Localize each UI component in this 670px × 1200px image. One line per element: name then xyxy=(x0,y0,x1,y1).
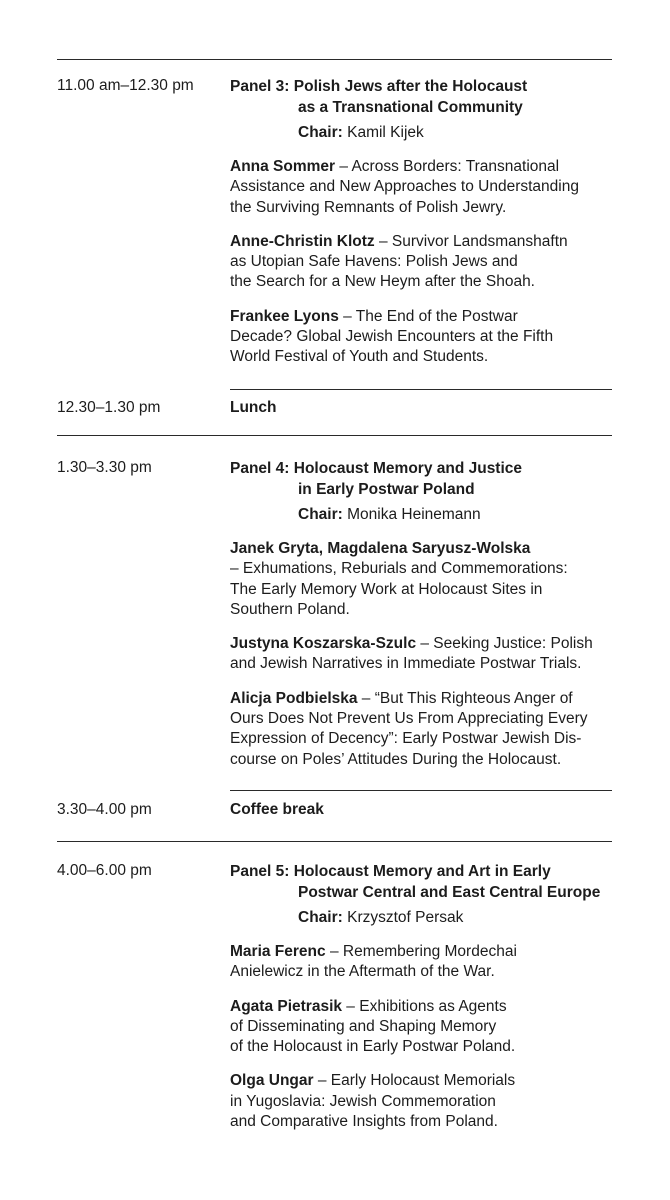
panel3-end-rule xyxy=(230,389,612,390)
speaker-name: Frankee Lyons xyxy=(230,307,339,325)
speaker-name: Agata Pietrasik xyxy=(230,997,342,1015)
panel-heading xyxy=(230,458,615,525)
talk-entry xyxy=(230,539,615,620)
panel-chair xyxy=(230,122,615,143)
speaker-name: Janek Gryta, Magdalena Saryusz-Wolska xyxy=(230,540,531,557)
talk-title-line: – Exhumations, Reburials and Commemorations: xyxy=(230,560,568,578)
panel-5 xyxy=(230,861,615,1132)
panel-label: Panel 3: xyxy=(230,78,290,95)
panel-title-line: in Early Postwar Poland xyxy=(298,481,475,498)
panel-title-line: Polish Jews after the Holocaust xyxy=(293,78,528,95)
talk-title-line: in Yugoslavia: Jewish Commemoration xyxy=(230,1092,496,1110)
talk-title-line: The Early Memory Work at Holocaust Sites in xyxy=(230,580,543,598)
speaker-name: Anna Sommer xyxy=(230,158,336,175)
speaker-name: Olga Ungar xyxy=(230,1072,314,1090)
panel4-end-rule xyxy=(230,790,612,791)
speaker-name: Maria Ferenc xyxy=(230,943,326,960)
talk-title-line: course on Poles’ Attitudes During the Holocaust. xyxy=(230,750,562,768)
panel-heading xyxy=(230,76,615,143)
talk-entry xyxy=(230,1071,615,1132)
talk-title-line: – Exhibitions as Agents xyxy=(342,997,507,1015)
talk-title-line: – Across Borders: Transnational xyxy=(335,158,560,175)
panel-4 xyxy=(230,458,615,770)
lunch-label: Lunch xyxy=(230,399,277,416)
session-time: 11.00 am–12.30 pm xyxy=(57,77,194,94)
top-rule xyxy=(57,59,612,60)
talk-entry xyxy=(230,689,615,770)
talk-title-line: of Disseminating and Shaping Memory xyxy=(230,1017,497,1035)
talk-title-line: as Utopian Safe Havens: Polish Jews and xyxy=(230,253,518,271)
talk-title-line: the Surviving Remnants of Polish Jewry. xyxy=(230,198,507,216)
talk-title-line: World Festival of Youth and Students. xyxy=(230,348,489,366)
coffee-end-rule xyxy=(57,841,612,842)
talk-title-line: and Comparative Insights from Poland. xyxy=(230,1113,498,1131)
talk-entry xyxy=(230,307,615,368)
panel-chair xyxy=(230,907,615,928)
talk-entry xyxy=(230,634,615,675)
chair-name: Monika Heinemann xyxy=(347,506,481,523)
talk-title-line: Expression of Decency”: Early Postwar Jewish Dis- xyxy=(230,730,582,748)
talk-title-line: – “But This Righteous Anger of xyxy=(357,689,573,707)
talk-title-line: Assistance and New Approaches to Understanding xyxy=(230,178,579,196)
speaker-name: Anne-Christin Klotz xyxy=(230,232,375,250)
lunch-end-rule xyxy=(57,435,612,436)
speaker-name: Alicja Podbielska xyxy=(230,689,358,707)
talk-title-line: – Survivor Landsmanshaftn xyxy=(374,232,568,250)
chair-name: Kamil Kijek xyxy=(347,124,424,141)
talk-title-line: – Remembering Mordechai xyxy=(325,943,517,960)
talk-entry xyxy=(230,942,615,983)
talk-entry xyxy=(230,232,615,293)
panel-title-line: Holocaust Memory and Art in Early xyxy=(293,863,551,880)
break-time: 3.30–4.00 pm xyxy=(57,801,152,818)
panel-3 xyxy=(230,76,615,368)
talk-title-line: the Search for a New Heym after the Shoah. xyxy=(230,273,535,291)
talk-title-line: of the Holocaust in Early Postwar Poland. xyxy=(230,1038,516,1056)
panel-chair xyxy=(230,504,615,525)
talk-title-line: Anielewicz in the Aftermath of the War. xyxy=(230,963,495,981)
chair-label: Chair: xyxy=(298,124,343,141)
panel-title-line: as a Transnational Community xyxy=(298,99,523,116)
panel-title-line: Holocaust Memory and Justice xyxy=(293,460,523,477)
talk-title-line: Southern Poland. xyxy=(230,600,350,618)
speaker-name: Justyna Koszarska-Szulc xyxy=(230,635,417,653)
chair-name: Krzysztof Persak xyxy=(347,909,464,926)
talk-title-line: and Jewish Narratives in Immediate Postwar Trials. xyxy=(230,655,582,673)
panel-title-line: Postwar Central and East Central Europe xyxy=(298,884,601,901)
talk-entry xyxy=(230,997,615,1058)
session-time: 1.30–3.30 pm xyxy=(57,459,152,476)
panel-label: Panel 4: xyxy=(230,460,290,477)
talk-title-line: Decade? Global Jewish Encounters at the Fifth xyxy=(230,328,554,346)
session-time: 4.00–6.00 pm xyxy=(57,862,152,879)
talk-title-line: – Seeking Justice: Polish xyxy=(416,635,593,653)
panel-label: Panel 5: xyxy=(230,863,290,880)
talk-entry xyxy=(230,157,615,218)
chair-label: Chair: xyxy=(298,506,343,523)
coffee-break-label: Coffee break xyxy=(230,801,324,818)
talk-title-line: – The End of the Postwar xyxy=(338,307,518,325)
talk-title-line: Ours Does Not Prevent Us From Appreciating Every xyxy=(230,710,588,728)
break-time: 12.30–1.30 pm xyxy=(57,399,161,416)
panel-heading xyxy=(230,861,615,928)
chair-label: Chair: xyxy=(298,909,343,926)
talk-title-line: – Early Holocaust Memorials xyxy=(313,1072,516,1090)
